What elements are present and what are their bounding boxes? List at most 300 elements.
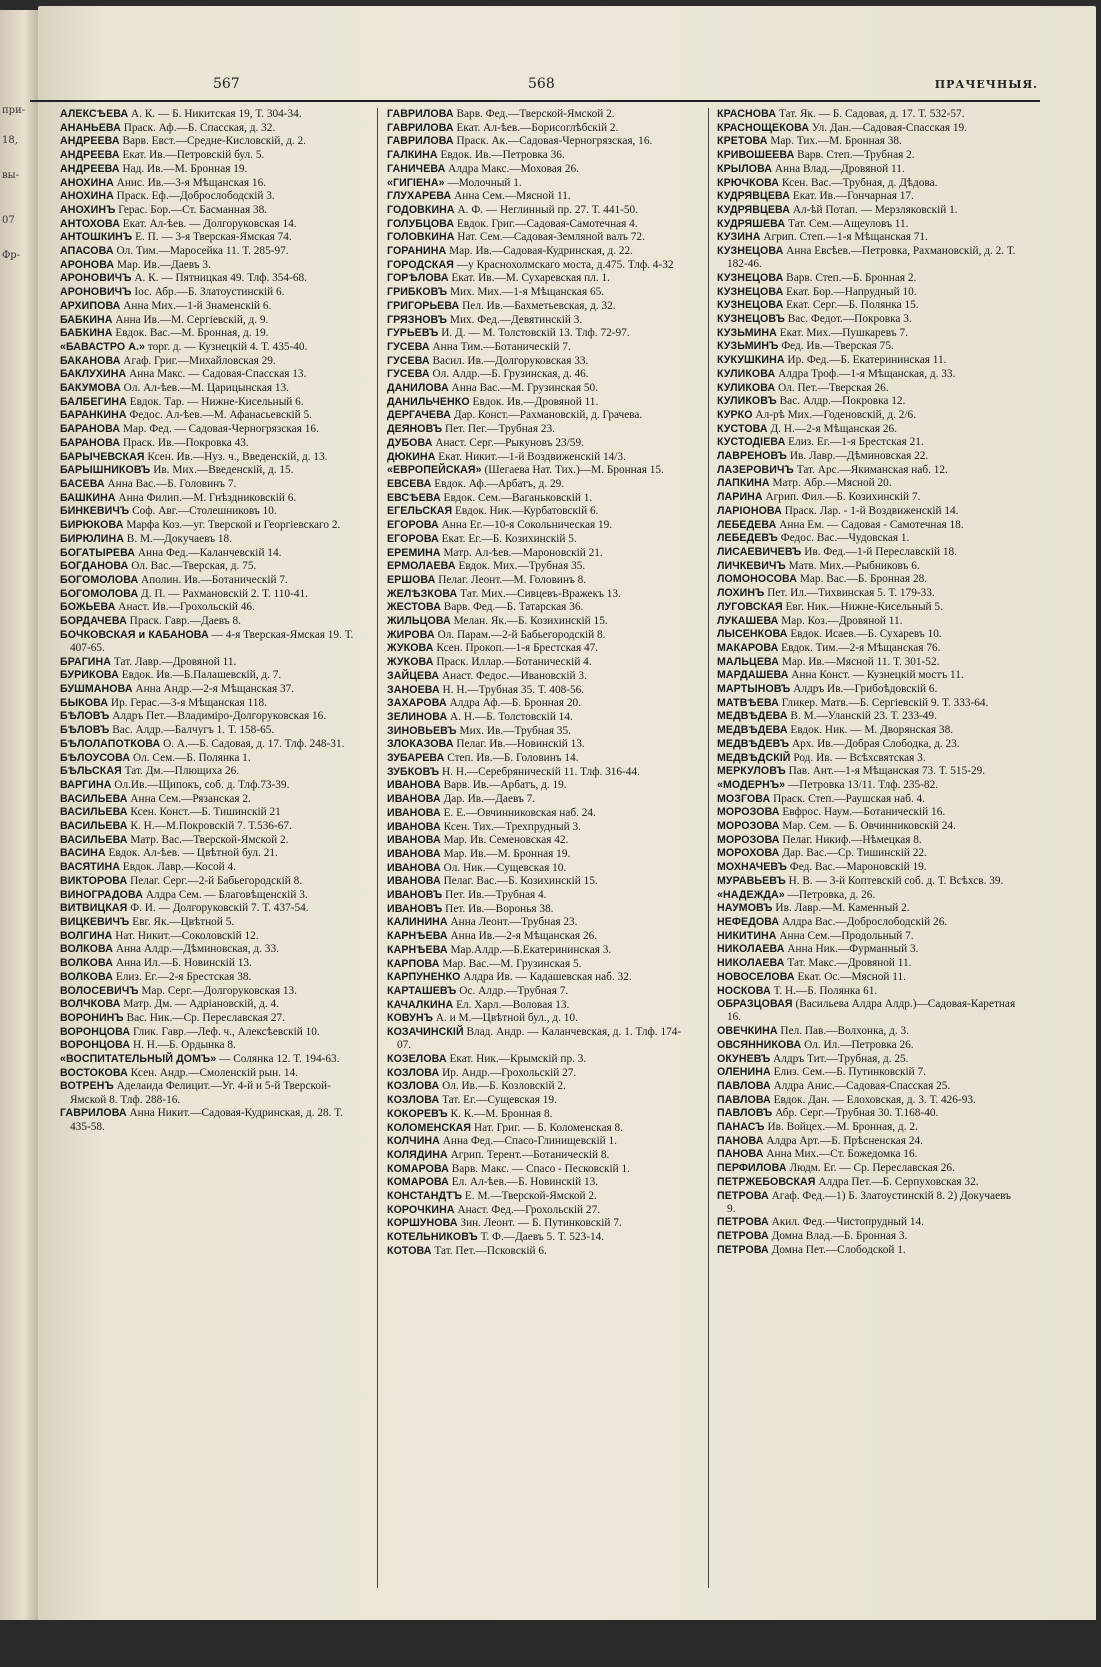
entry-details: Мар. Ив.—Садовая-Кудринская, д. 22. xyxy=(449,245,633,258)
entry-details: Евдок. Григ.—Садовая-Самотечная 4. xyxy=(456,217,638,230)
entry-details: Евдок. Ив.—Б.Палашевскій, д. 7. xyxy=(121,669,282,682)
entry-name: МЕДВѢДЕВА xyxy=(717,724,788,737)
entry-name: ЗАЙЦЕВА xyxy=(387,669,440,682)
entry-details: Анна Никит.—Садовая-Кудринская, д. 28. Т. 435-58. xyxy=(70,1107,343,1133)
directory-entry xyxy=(717,1094,1017,1107)
directory-entry xyxy=(387,259,687,272)
entry-name: ЖИРОВА xyxy=(387,628,435,641)
entry-name: КУРКО xyxy=(717,408,753,421)
directory-entry xyxy=(60,930,360,943)
directory-entry xyxy=(387,108,687,121)
entry-details: Ир. Фед.—Б. Екатерининская 11. xyxy=(787,354,947,367)
directory-entry xyxy=(387,300,687,313)
entry-name: ПЕРФИЛОВА xyxy=(717,1162,787,1175)
directory-entry xyxy=(387,615,687,628)
entry-details: Матр. Вас.—Тверской-Ямской 2. xyxy=(130,833,289,846)
entry-details: Гликер. Матв.—Б. Сергіевскій 9. Т. 333-64. xyxy=(781,696,989,709)
entry-details: Варв. Фед.—Б. Татарская 36. xyxy=(443,601,584,614)
entry-details: Ксен. Тих.—Трехпрудный 3. xyxy=(443,820,581,833)
entry-name: БОГАТЫРЕВА xyxy=(60,546,136,559)
entry-details: Тат. Дм.—Плющиха 26. xyxy=(124,765,240,778)
entry-details: Евдок. Аф.—Арбатъ, д. 29. xyxy=(434,477,565,490)
directory-entry xyxy=(387,218,687,231)
directory-entry xyxy=(387,327,687,340)
directory-entry xyxy=(717,1121,1017,1134)
directory-entry xyxy=(717,642,1017,655)
directory-entry xyxy=(60,492,360,505)
entry-name: БАРЫЧЕВСКАЯ xyxy=(60,450,145,463)
entry-name: КУДРЯВЦЕВА xyxy=(717,190,790,203)
entry-details: Матв. Мих.—Рыбниковъ 6. xyxy=(788,559,920,572)
entry-name: ЛУКАШЕВА xyxy=(717,614,779,627)
entry-name: ЖУКОВА xyxy=(387,642,434,655)
entry-details: Праск. Иллар.—Ботаническій 4. xyxy=(436,656,592,669)
entry-name: ГАВРИЛОВА xyxy=(60,1107,127,1120)
entry-name: ПАВЛОВА xyxy=(717,1093,771,1106)
directory-entry xyxy=(717,1080,1017,1093)
directory-entry xyxy=(387,1094,687,1107)
directory-entry xyxy=(717,1216,1017,1229)
entry-name: ГУСЕВА xyxy=(387,354,430,367)
entry-name: ЛАПКИНА xyxy=(717,477,770,490)
directory-entry xyxy=(60,697,360,710)
entry-details: Анна Алдр.—Дѣминовская, д. 33. xyxy=(115,943,279,956)
entry-details: Екат. Ив.—М. Сухаревская пл. 1. xyxy=(451,272,610,285)
entry-name: ВОРОНИНЪ xyxy=(60,1011,124,1024)
entry-name: ИВАНОВА xyxy=(387,834,441,847)
entry-details: Ол. Тим.—Маросейка 11. Т. 285-97. xyxy=(116,245,289,258)
directory-entry xyxy=(60,820,360,833)
directory-entry xyxy=(387,971,687,984)
entry-name: НОВОСЕЛОВА xyxy=(717,970,795,983)
directory-entry xyxy=(387,1149,687,1162)
directory-entry xyxy=(717,1135,1017,1148)
entry-details: Федос. Ал-ѣев.—М. Афанасьевскій 5. xyxy=(129,409,312,422)
entry-details: А. и М.—Цвѣтной бул., д. 10. xyxy=(435,1012,578,1025)
directory-entry xyxy=(387,492,687,505)
previous-page-edge xyxy=(0,10,40,1650)
entry-name: АНДРЕЕВА xyxy=(60,149,120,162)
entry-details: Екат. Ник.—Крымскій пр. 3. xyxy=(449,1053,587,1066)
entry-name: КОЗЛОВА xyxy=(387,1066,440,1079)
entry-name: ЕГОРОВА xyxy=(387,519,439,532)
entry-details: Варв. Ив.—Арбатъ, д. 19. xyxy=(443,779,567,792)
entry-name: ВАСИНА xyxy=(60,847,106,860)
entry-name: ВОЛЧКОВА xyxy=(60,998,121,1011)
entry-details: Анна Вас.—М. Грузинская 50. xyxy=(451,382,599,395)
entry-details: Праск. Степ.—Раушская наб. 4. xyxy=(773,792,925,805)
entry-details: Екат. Ал-ѣев. — Долгоруковская 14. xyxy=(122,217,297,230)
entry-name: ВИЦКЕВИЧЪ xyxy=(60,915,130,928)
entry-details: Ир. Герас.—3-я Мѣщанская 118. xyxy=(110,696,267,709)
directory-entry xyxy=(717,875,1017,888)
entry-details: Евдок. Сем.—Ваганьковскій 1. xyxy=(443,491,593,504)
directory-entry xyxy=(387,903,687,916)
directory-entry xyxy=(717,1053,1017,1066)
entry-details: В. М.—Уланскій 23. Т. 233-49. xyxy=(790,710,937,723)
directory-entry xyxy=(387,382,687,395)
entry-name: АНАНЬЕВА xyxy=(60,121,121,134)
directory-entry xyxy=(717,998,1017,1024)
directory-entry xyxy=(717,560,1017,573)
directory-entry xyxy=(387,451,687,464)
entry-details: Анна Ег.—10-я Сокольническая 19. xyxy=(441,519,613,532)
directory-entry xyxy=(60,1067,360,1080)
directory-entry xyxy=(387,1108,687,1121)
directory-entry xyxy=(717,573,1017,586)
entry-name: ВОРОНЦОВА xyxy=(60,1039,131,1052)
entry-name: КОРШУНОВА xyxy=(387,1217,458,1230)
directory-entry xyxy=(717,327,1017,340)
entry-name: ЛАРІОНОВА xyxy=(717,504,782,517)
entry-name: ГОДОВКИНА xyxy=(387,203,455,216)
entry-name: БЫКОВА xyxy=(60,696,109,709)
entry-name: МОРОХОВА xyxy=(717,847,780,860)
directory-entry xyxy=(60,190,360,203)
entry-details: Алдръ Тит.—Трубная, д. 25. xyxy=(773,1052,909,1065)
directory-entry xyxy=(387,368,687,381)
entry-name: КРИВОШЕЕВА xyxy=(717,149,795,162)
entry-name: КОТОВА xyxy=(387,1244,432,1257)
entry-name: КРЫЛОВА xyxy=(717,162,773,175)
entry-name: АНОХИНА xyxy=(60,190,114,203)
entry-details: Арх. Ив.—Добрая Слободка, д. 23. xyxy=(791,737,960,750)
directory-entry xyxy=(387,478,687,491)
directory-entry xyxy=(387,642,687,655)
entry-details: Анна Мих.—1-й Знаменскій 6. xyxy=(123,299,272,312)
entry-name: БОГОМОЛОВА xyxy=(60,573,139,586)
entry-details: Фед. Ив.—Тверская 75. xyxy=(781,340,894,353)
entry-name: АНОХИНЪ xyxy=(60,203,116,216)
entry-details: Нат. Григ. — Б. Коломенская 8. xyxy=(473,1121,623,1134)
entry-details: Евфрос. Наум.—Ботаническій 16. xyxy=(782,806,946,819)
directory-entry xyxy=(387,1067,687,1080)
entry-name: ЛУГОВСКАЯ xyxy=(717,600,783,613)
entry-details: Анаст. Фед.—Грохольскій 27. xyxy=(457,1203,601,1216)
entry-name: БАКЛУХИНА xyxy=(60,368,127,381)
entry-details: Анна Мих.—Ст. Божедомка 16. xyxy=(766,1148,918,1161)
entry-details: Анна Сем.—Продольный 7. xyxy=(779,929,914,942)
entry-name: БАШКИНА xyxy=(60,491,116,504)
entry-details: Пав. Ант.—1-я Мѣщанская 73. Т. 515-29. xyxy=(788,765,986,778)
entry-name: БИРЮКОВА xyxy=(60,519,124,532)
entry-name: «МОДЕРНЪ» xyxy=(717,778,786,791)
entry-details: — Солянка 12. Т. 194-63. xyxy=(219,1053,340,1066)
entry-details: торг. д. — Кузнецкій 4. Т. 435-40. xyxy=(147,340,308,353)
directory-entry xyxy=(717,1190,1017,1216)
entry-name: МЕРКУЛОВЪ xyxy=(717,765,786,778)
directory-entry xyxy=(60,286,360,299)
directory-entry xyxy=(717,163,1017,176)
entry-name: КУЗНЕЦОВА xyxy=(717,285,784,298)
entry-name: КОРОЧКИНА xyxy=(387,1203,455,1216)
entry-name: ПАНОВА xyxy=(717,1134,764,1147)
entry-details: —у Краснохолмскаго моста, д.475. Тлф. 4-32 xyxy=(456,258,674,271)
entry-details: (Васильева Алдра Алдр.)—Садовая-Каретная 16. xyxy=(727,998,1016,1024)
entry-details: Ив. Мих.—Введенскій, д. 15. xyxy=(153,464,294,477)
entry-name: ЛЕБЕДЕВЪ xyxy=(717,532,778,545)
entry-details: Екат. Ег.—Б. Козихинскій 5. xyxy=(441,532,577,545)
entry-details: Мар. Тих.—М. Бронная 38. xyxy=(770,135,902,148)
directory-entry xyxy=(387,793,687,806)
prev-page-fragment: Фр- xyxy=(2,250,21,261)
directory-entry xyxy=(717,971,1017,984)
entry-name: ПЕТРОВА xyxy=(717,1216,769,1229)
entry-details: Алдра Аф.—Б. Бронная 20. xyxy=(449,697,581,710)
entry-details: Н. Н.—Трубная 35. Т. 408-56. xyxy=(442,683,585,696)
entry-details: Нат. Никит.—Соколовскій 12. xyxy=(115,929,259,942)
directory-entry xyxy=(717,943,1017,956)
entry-name: ЗИНОВЬЕВЪ xyxy=(387,724,457,737)
entry-name: ВИНОГРАДОВА xyxy=(60,888,143,901)
entry-name: БѢЛЬСКАЯ xyxy=(60,765,122,778)
entry-name: КУКУШКИНА xyxy=(717,354,785,367)
entry-details: Евдок. Лавр.—Косой 4. xyxy=(122,861,236,874)
entry-details: А. К. — Б. Никитская 19, Т. 304-34. xyxy=(131,108,302,120)
entry-name: ИВАНОВА xyxy=(387,820,441,833)
entry-name: ИВАНОВЪ xyxy=(387,902,443,915)
entry-details: Мар. Ив.—Мясной 11. Т. 301-52. xyxy=(781,655,940,668)
directory-entry xyxy=(60,519,360,532)
directory-entry xyxy=(60,437,360,450)
directory-entry xyxy=(717,587,1017,600)
entry-name: КОНСТАНДТЪ xyxy=(387,1190,463,1203)
directory-entry xyxy=(717,354,1017,367)
entry-details: Ос. Алдр.—Трубная 7. xyxy=(459,985,569,997)
directory-entry xyxy=(387,272,687,285)
entry-name: ЗЕЛИНОВА xyxy=(387,710,448,723)
entry-name: ДЮКИНА xyxy=(387,450,436,463)
entry-name: КОЛЯДИНА xyxy=(387,1148,448,1161)
directory-entry xyxy=(387,1245,687,1258)
entry-details: Анаст. Ив.—Грохольскій 46. xyxy=(118,601,255,614)
entry-details: Мар. Ив.—Даевъ 3. xyxy=(117,258,211,271)
entry-details: Алдръ Ив.—Грибоѣдовскій 6. xyxy=(793,683,938,696)
entry-details: Д. Н.—2-я Мѣщанская 26. xyxy=(770,422,897,435)
entry-name: ПАВЛОВА xyxy=(717,1079,771,1092)
directory-entry xyxy=(717,190,1017,203)
directory-column-3 xyxy=(717,108,1017,1598)
entry-details: Матр. Дм. — Адріановскій, д. 4. xyxy=(123,998,279,1011)
entry-name: КРЮЧКОВА xyxy=(717,176,780,189)
entry-details: Е. М.—Тверской-Ямской 2. xyxy=(464,1190,597,1203)
entry-details: Тат. Сем.—Ащеуловъ 11. xyxy=(787,217,909,230)
entry-details: Васил. Ив.—Долгоруковская 33. xyxy=(432,354,589,367)
entry-details: Людм. Ег. — Ср. Переславская 26. xyxy=(789,1162,955,1175)
directory-entry xyxy=(387,725,687,738)
directory-entry xyxy=(60,1053,360,1066)
entry-details: Вас. Федот.—Покровка 3. xyxy=(787,313,912,326)
entry-details: Тат. Пет.—Псковскій 6. xyxy=(434,1244,547,1257)
entry-name: КАЛИНИНА xyxy=(387,916,448,929)
directory-entry xyxy=(387,1080,687,1093)
directory-entry xyxy=(60,533,360,546)
entry-name: КОЗАЧИНСКІЙ xyxy=(387,1026,464,1039)
entry-details: Ол. Ник.—Сущевская 10. xyxy=(443,861,567,874)
directory-entry xyxy=(717,1107,1017,1120)
directory-entry xyxy=(60,588,360,601)
entry-details: Анна Фед.—Спасо-Глинищевскій 1. xyxy=(442,1135,617,1148)
directory-entry xyxy=(387,505,687,518)
directory-entry xyxy=(387,547,687,560)
entry-name: АРХИПОВА xyxy=(60,299,121,312)
entry-name: ПЕТРОВА xyxy=(717,1189,769,1202)
directory-entry xyxy=(387,766,687,779)
entry-details: Анна Фед.—Каланчевскій 14. xyxy=(137,546,282,559)
entry-details: Матр. Ал-ѣев.—Мароновскій 21. xyxy=(443,546,603,559)
entry-name: БАРАНОВА xyxy=(60,436,121,449)
entry-name: ЖИЛЬЦОВА xyxy=(387,615,451,628)
directory-entry xyxy=(387,149,687,162)
directory-entry xyxy=(717,299,1017,312)
entry-name: ОВСЯННИКОВА xyxy=(717,1038,802,1051)
entry-details: Мар. Фед. — Садовая-Черногрязская 16. xyxy=(122,423,319,436)
entry-name: БОРДАЧЕВА xyxy=(60,615,127,628)
prev-page-fragment: 07 xyxy=(2,215,15,226)
entry-details: Т. Н.—Б. Полянка 61. xyxy=(773,984,878,997)
entry-name: КРЕТОВА xyxy=(717,135,768,148)
entry-details: Анис. Ив.—3-я Мѣщанская 16. xyxy=(116,176,267,189)
entry-name: БАКУМОВА xyxy=(60,382,121,395)
entry-name: ЛЕБЕДЕВА xyxy=(717,518,777,531)
directory-entry xyxy=(717,656,1017,669)
entry-details: Ол. Ал-ѣев.—М. Царицынская 13. xyxy=(123,382,289,395)
entry-name: ОКУНЕВЪ xyxy=(717,1052,771,1065)
directory-entry xyxy=(60,1026,360,1039)
directory-entry xyxy=(717,477,1017,490)
directory-entry xyxy=(387,1122,687,1135)
entry-details: —Петровка 13/11. Тлф. 235-82. xyxy=(787,778,939,791)
directory-entry xyxy=(387,848,687,861)
entry-details: Вас. Алдр.—Балчугъ 1. Т. 158-65. xyxy=(112,724,275,737)
entry-details: Аполин. Ив.—Ботаническій 7. xyxy=(141,573,288,586)
entry-name: ВАСИЛЬЕВА xyxy=(60,833,128,846)
entry-details: Н. Н.—Б. Ордынка 8. xyxy=(132,1039,236,1052)
entry-name: МАТВѢЕВА xyxy=(717,696,779,709)
entry-details: Пелаг. Ив.—Новинскій 13. xyxy=(456,738,585,751)
column-divider xyxy=(708,108,709,1588)
section-heading: ПРАЧЕЧНЫЯ. xyxy=(934,78,1038,91)
entry-name: ЕГОРОВА xyxy=(387,532,439,545)
entry-name: ЛОМОНОСОВА xyxy=(717,573,798,586)
directory-entry xyxy=(60,998,360,1011)
entry-name: КОЗЛОВА xyxy=(387,1094,440,1107)
entry-details: Алдра Анис.—Садовая-Спасская 25. xyxy=(773,1079,951,1092)
directory-entry xyxy=(717,779,1017,792)
directory-entry xyxy=(387,1135,687,1148)
directory-entry xyxy=(717,601,1017,614)
directory-entry xyxy=(60,177,360,190)
entry-name: БОГОМОЛОВА xyxy=(60,587,139,600)
directory-entry xyxy=(60,779,360,792)
entry-name: АНДРЕЕВА xyxy=(60,135,120,148)
entry-details: Федос. Вас.—Чудовская 1. xyxy=(780,532,910,545)
entry-name: ВОЛКОВА xyxy=(60,943,113,956)
directory-entry xyxy=(60,847,360,860)
entry-name: МОРОЗОВА xyxy=(717,833,780,846)
entry-name: БУРИКОВА xyxy=(60,669,119,682)
entry-details: Абр. Серг.—Трубная 30. Т.168-40. xyxy=(775,1107,939,1120)
entry-name: ЛАРИНА xyxy=(717,491,763,504)
directory-entry xyxy=(387,122,687,135)
entry-name: МЕДВѢДЕВЪ xyxy=(717,737,790,750)
entry-name: ОЛЕНИНА xyxy=(717,1066,771,1079)
directory-entry xyxy=(387,697,687,710)
entry-name: ГАЛКИНА xyxy=(387,149,438,162)
entry-details: Алдра Пет.—Б. Серпуховская 32. xyxy=(818,1175,979,1188)
directory-entry xyxy=(60,601,360,614)
entry-details: Анна Евсѣев.—Петровка, Рахмановскій, д. 2. Т. 182-46. xyxy=(727,245,1016,271)
entry-name: ВОЛОСЕВИЧЪ xyxy=(60,984,139,997)
entry-details: —Петровка, д. 26. xyxy=(787,888,876,901)
directory-entry xyxy=(717,957,1017,970)
directory-entry xyxy=(387,1217,687,1230)
directory-entry xyxy=(387,656,687,669)
entry-name: ВИТВИЦКАЯ xyxy=(60,902,128,915)
directory-entry xyxy=(717,409,1017,422)
entry-details: Мар.Алдр.—Б.Екатерининская 3. xyxy=(450,943,612,956)
directory-entry xyxy=(717,1039,1017,1052)
entry-details: Мар. Ив.—М. Бронная 19. xyxy=(443,847,571,860)
entry-details: Ив. Лавр.—М. Каменный 2. xyxy=(775,902,910,915)
directory-entry xyxy=(60,396,360,409)
entry-details: Евдок. Тар. — Нижне-Кисельный 6. xyxy=(129,395,304,408)
directory-entry xyxy=(387,177,687,190)
directory-entry xyxy=(387,821,687,834)
directory-entry xyxy=(60,834,360,847)
entry-name: «БАВАСТРО А.» xyxy=(60,340,146,353)
directory-entry xyxy=(387,889,687,902)
entry-details: Ол. Парам.—2-й Бабьегородскій 8. xyxy=(437,628,606,641)
entry-details: О. А.—Б. Садовая, д. 17. Тлф. 248-31. xyxy=(163,737,345,750)
entry-name: КОМАРОВА xyxy=(387,1162,449,1175)
entry-name: ВАСИЛЬЕВА xyxy=(60,806,128,819)
entry-details: Ир. Андр.—Грохольскій 27. xyxy=(442,1066,577,1079)
entry-details: Дар. Ив.—Даевъ 7. xyxy=(443,793,536,806)
entry-details: Анна Леонт.—Трубная 23. xyxy=(450,916,578,929)
entry-name: ВОТРЕНЪ xyxy=(60,1080,114,1093)
entry-name: ГРИБКОВЪ xyxy=(387,286,448,299)
entry-details: Е. Е.—Овчинниковская наб. 24. xyxy=(443,806,596,819)
entry-name: БРАГИНА xyxy=(60,655,112,668)
entry-details: Анна Ник.—Фурманный 3. xyxy=(787,943,919,956)
directory-entry xyxy=(60,724,360,737)
directory-entry xyxy=(60,464,360,477)
entry-name: ГУРЬЕВЪ xyxy=(387,327,439,340)
directory-entry xyxy=(387,1012,687,1025)
entry-details: Праск. Еф.—Доброслободскій 3. xyxy=(116,190,275,203)
entry-name: БѢЛОВЪ xyxy=(60,710,110,723)
directory-entry xyxy=(387,862,687,875)
entry-name: ВОЛКОВА xyxy=(60,970,113,983)
entry-details: Агрип. Фил.—Б. Козихинскій 7. xyxy=(765,491,921,504)
directory-entry xyxy=(60,423,360,436)
directory-entry xyxy=(60,1080,360,1106)
directory-entry xyxy=(717,231,1017,244)
entry-details: Ксен. Прокоп.—1-я Брестская 47. xyxy=(436,642,599,655)
directory-entry xyxy=(60,355,360,368)
entry-name: ГОРОДСКАЯ xyxy=(387,258,454,271)
entry-details: Над. Ив.—М. Бронная 19. xyxy=(122,162,248,175)
entry-details: А. К. — Пятницкая 49. Тлф. 354-68. xyxy=(134,272,307,285)
directory-entry xyxy=(387,286,687,299)
directory-entry xyxy=(387,752,687,765)
entry-name: ЗЛОКАЗОВА xyxy=(387,738,454,751)
directory-entry xyxy=(387,1163,687,1176)
entry-name: НОСКОВА xyxy=(717,984,771,997)
entry-name: ИВАНОВЪ xyxy=(387,889,443,902)
directory-entry xyxy=(60,943,360,956)
